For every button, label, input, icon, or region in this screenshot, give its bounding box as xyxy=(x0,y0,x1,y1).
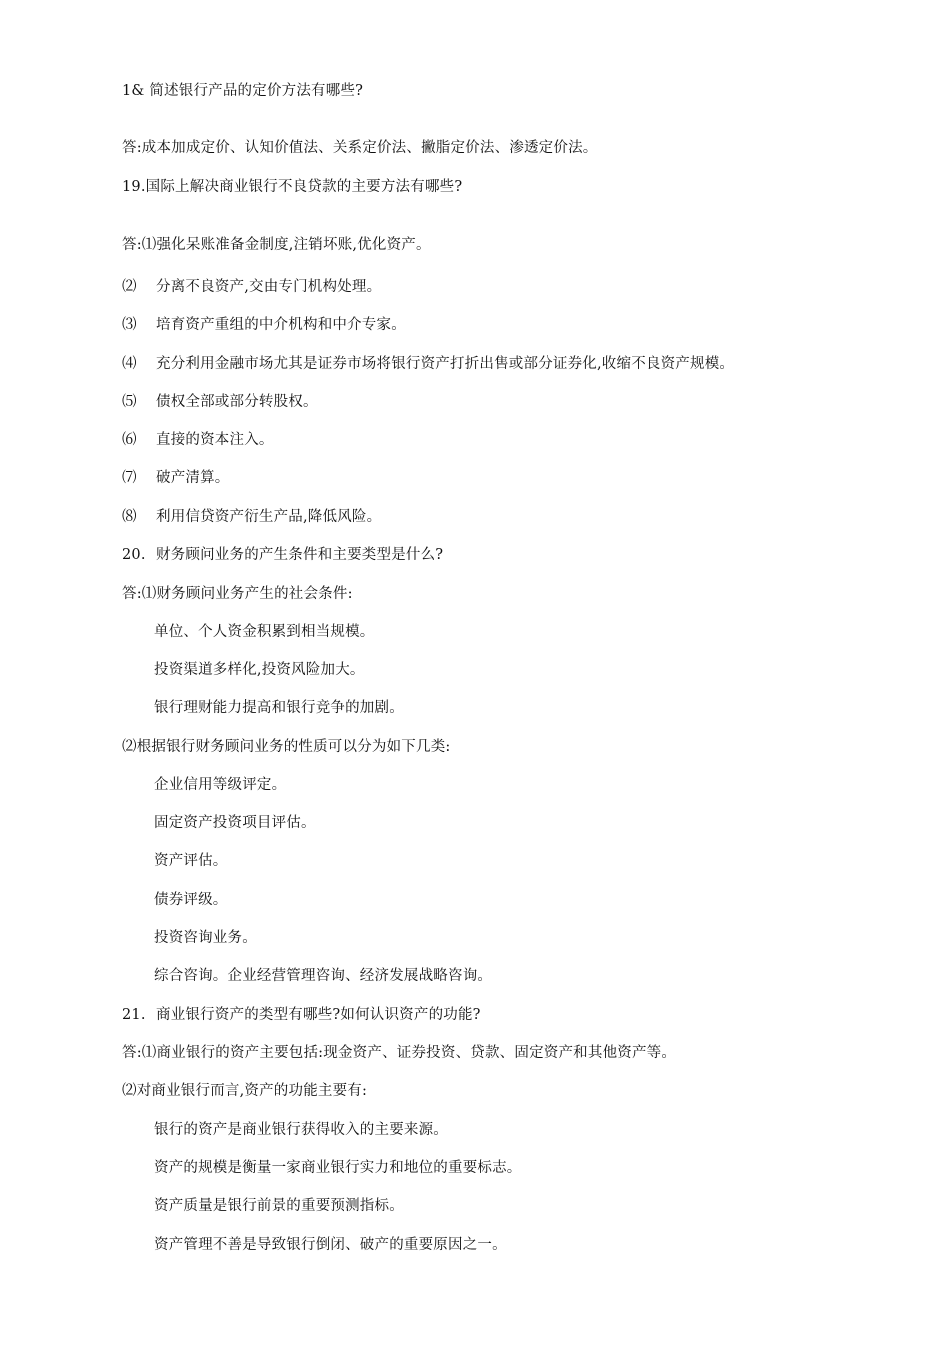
answer-20-point: 单位、个人资金积累到相当规模。 xyxy=(154,624,375,640)
answer-19-item-4: ⑷ 充分利用金融市场尤其是证券市场将银行资产打折出售或部分证券化,收缩不良资产规模。 xyxy=(122,356,735,372)
answer-20-part-2: ⑵根据银行财务顾问业务的性质可以分为如下几类: xyxy=(122,739,451,755)
question-20: 20. 财务顾问业务的产生条件和主要类型是什么? xyxy=(122,547,444,563)
answer-20-part-1: 答:⑴财务顾问业务产生的社会条件: xyxy=(122,586,353,602)
question-21: 21. 商业银行资产的类型有哪些?如何认识资产的功能? xyxy=(122,1007,481,1023)
answer-19-item-2: ⑵ 分离不良资产,交由专门机构处理。 xyxy=(122,279,382,295)
answer-20-point: 固定资产投资项目评估。 xyxy=(154,815,316,831)
answer-21-part-2: ⑵对商业银行而言,资产的功能主要有: xyxy=(122,1083,368,1099)
answer-20-point: 债券评级。 xyxy=(154,892,228,908)
answer-21-point: 资产管理不善是导致银行倒闭、破产的重要原因之一。 xyxy=(154,1237,507,1253)
answer-21-part-1: 答:⑴商业银行的资产主要包括:现金资产、证券投资、贷款、固定资产和其他资产等。 xyxy=(122,1045,677,1061)
answer-19-item-5: ⑸ 债权全部或部分转股权。 xyxy=(122,394,318,410)
question-19: 19.国际上解决商业银行不良贷款的主要方法有哪些? xyxy=(122,179,463,195)
answer-20-point: 银行理财能力提高和银行竞争的加剧。 xyxy=(154,700,404,716)
answer-19-item-1: 答:⑴强化呆账准备金制度,注销坏账,优化资产。 xyxy=(122,237,431,253)
answer-21-point: 资产质量是银行前景的重要预测指标。 xyxy=(154,1198,404,1214)
answer-21-point: 银行的资产是商业银行获得收入的主要来源。 xyxy=(154,1122,448,1138)
answer-18: 答:成本加成定价、认知价值法、关系定价法、撇脂定价法、渗透定价法。 xyxy=(122,140,598,156)
answer-21-point: 资产的规模是衡量一家商业银行实力和地位的重要标志。 xyxy=(154,1160,522,1176)
question-18: 1& 简述银行产品的定价方法有哪些? xyxy=(122,83,364,99)
answer-19-item-3: ⑶ 培育资产重组的中介机构和中介专家。 xyxy=(122,317,406,333)
answer-20-point: 企业信用等级评定。 xyxy=(154,777,287,793)
answer-19-item-6: ⑹ 直接的资本注入。 xyxy=(122,432,274,448)
answer-20-point: 综合咨询。企业经营管理咨询、经济发展战略咨询。 xyxy=(154,968,493,984)
answer-20-point: 资产评估。 xyxy=(154,853,228,869)
answer-20-point: 投资渠道多样化,投资风险加大。 xyxy=(154,662,365,678)
answer-20-point: 投资咨询业务。 xyxy=(154,930,257,946)
answer-19-item-8: ⑻ 利用信贷资产衍生产品,降低风险。 xyxy=(122,509,382,525)
answer-19-item-7: ⑺ 破产清算。 xyxy=(122,470,230,486)
